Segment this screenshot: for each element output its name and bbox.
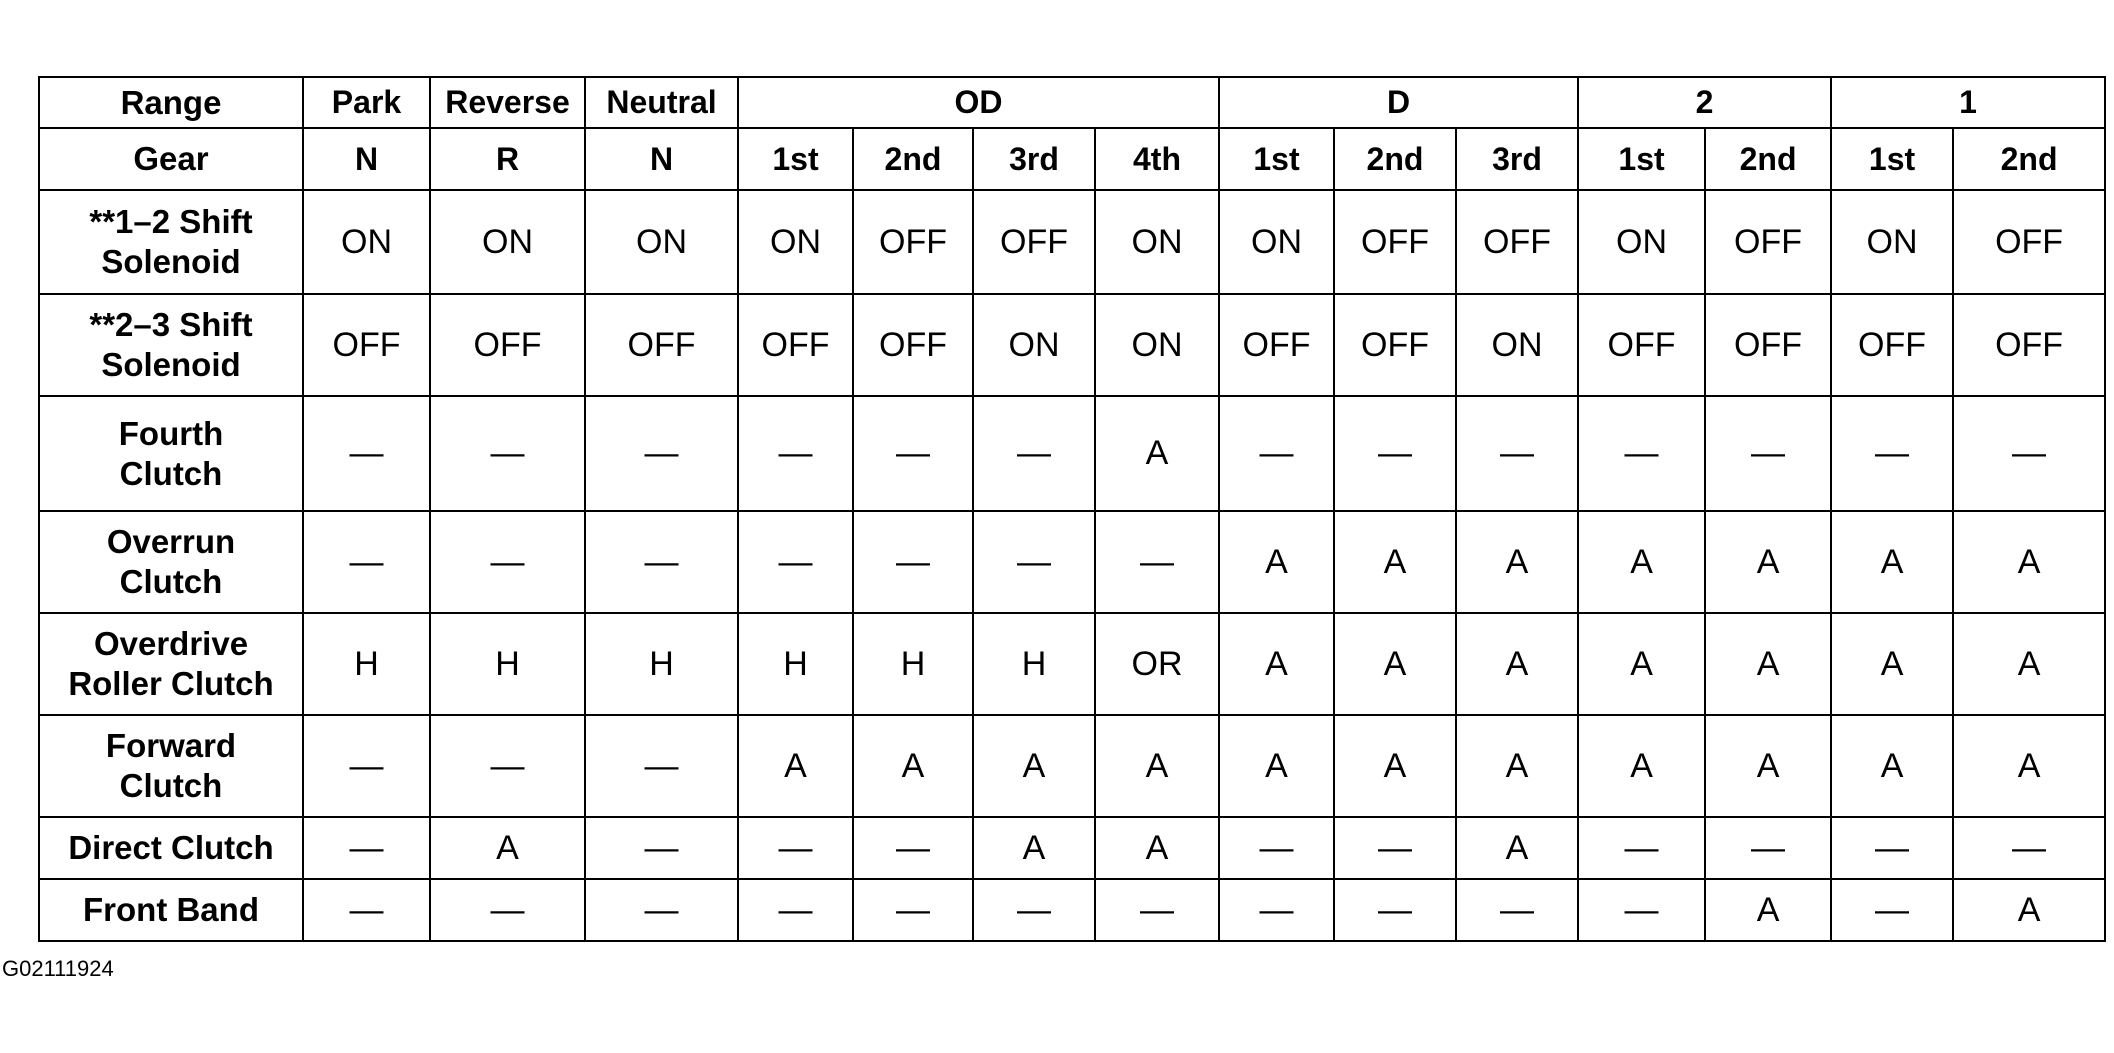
table-cell: ON [1219,190,1334,294]
table-cell: — [1831,396,1953,511]
gear-header-row [39,128,2105,190]
range-header-5: 2 [1578,77,1831,128]
table-cell: — [738,396,853,511]
table-cell: OFF [1705,294,1831,396]
table-cell: — [303,715,430,817]
row-label-line: Forward [105,727,237,765]
gear-header-13: 2nd [1953,128,2105,190]
table-cell: A [1334,613,1456,715]
table-cell: ON [585,190,738,294]
table-cell: A [1831,613,1953,715]
table-cell: A [1831,715,1953,817]
table-cell: ON [430,190,585,294]
table-cell: A [1456,817,1578,879]
table-cell: OFF [1578,294,1705,396]
table-cell: — [1219,817,1334,879]
gear-header-6: 4th [1095,128,1219,190]
table-cell: A [1578,511,1705,613]
table-cell: OFF [1334,190,1456,294]
table-cell: — [430,715,585,817]
table-cell: — [738,511,853,613]
table-row [39,817,2105,879]
row-label-line: Solenoid [101,346,241,383]
table-cell: — [973,396,1095,511]
table-cell: — [738,879,853,941]
row-label [39,294,303,396]
table-cell: — [853,396,973,511]
table-cell: — [738,817,853,879]
gear-header-4: 2nd [853,128,973,190]
row-label-line: Overrun [106,523,236,561]
table-cell: — [1095,879,1219,941]
table-cell: — [303,396,430,511]
table-cell: OFF [430,294,585,396]
table-cell: A [1456,511,1578,613]
table-cell: — [585,396,738,511]
table-cell: A [1095,715,1219,817]
table-cell: A [1578,715,1705,817]
table-cell: — [1831,879,1953,941]
table-row [39,396,2105,511]
table-cell: H [853,613,973,715]
table-cell: A [973,715,1095,817]
row-label-line: Front Band [83,891,259,929]
table-cell: OFF [585,294,738,396]
table-cell: — [973,511,1095,613]
table-cell: A [1705,715,1831,817]
table-cell: OFF [1334,294,1456,396]
table-cell: A [1578,613,1705,715]
table-cell: — [303,511,430,613]
table-cell: A [1705,613,1831,715]
row-label [39,396,303,511]
row-label-line: Overdrive [93,625,249,663]
table-cell: A [430,817,585,879]
row-label-line: Fourth [118,414,224,452]
row-label [39,511,303,613]
table-cell: A [973,817,1095,879]
table-row [39,715,2105,817]
table-cell: A [1705,511,1831,613]
table-cell: OFF [1219,294,1334,396]
table-cell: A [1953,511,2105,613]
table-cell: — [1578,396,1705,511]
table-cell: — [1095,511,1219,613]
row-label-line: Clutch [119,767,223,804]
gear-header-2: N [585,128,738,190]
table-cell: — [303,879,430,941]
row-label-line: Solenoid [101,243,241,280]
table-cell: — [1219,879,1334,941]
table-cell: — [1578,817,1705,879]
shift-solenoid-table [38,76,2106,942]
table-cell: ON [1456,294,1578,396]
gear-header-8: 2nd [1334,128,1456,190]
table-row [39,511,2105,613]
table-cell: ON [973,294,1095,396]
row-label-line: Roller Clutch [68,665,274,702]
gear-header-1: R [430,128,585,190]
range-header-1: Reverse [430,77,585,128]
table-cell: — [973,879,1095,941]
table-cell: A [853,715,973,817]
table-cell: A [1095,396,1219,511]
table-cell: — [1578,879,1705,941]
table-cell: A [1456,715,1578,817]
row-label-line: Clutch [119,454,223,492]
table-cell: H [303,613,430,715]
gear-header-12: 1st [1831,128,1953,190]
row-label-line: **1–2 Shift [89,203,253,241]
table-cell: A [738,715,853,817]
table-cell: — [1456,879,1578,941]
range-header-2: Neutral [585,77,738,128]
table-cell: H [973,613,1095,715]
gear-header-11: 2nd [1705,128,1831,190]
table-cell: — [1953,817,2105,879]
table-cell: — [1705,396,1831,511]
table-row [39,879,2105,941]
table-cell: — [1334,879,1456,941]
row-label [39,715,303,817]
table-row [39,613,2105,715]
table-cell: — [585,511,738,613]
gear-label: Gear [39,128,303,190]
table-cell: A [1219,715,1334,817]
table-cell: ON [1095,190,1219,294]
row-label-line: Direct Clutch [68,829,274,867]
table-cell: — [1334,817,1456,879]
table-cell: — [585,715,738,817]
table-cell: ON [303,190,430,294]
table-cell: H [738,613,853,715]
range-header-0: Park [303,77,430,128]
table-cell: OFF [973,190,1095,294]
range-header-4: D [1219,77,1578,128]
table-cell: — [430,511,585,613]
table-cell: — [1219,396,1334,511]
table-cell: A [1334,511,1456,613]
table-cell: A [1334,715,1456,817]
table-cell: ON [1831,190,1953,294]
row-label [39,879,303,941]
row-label-line: **2–3 Shift [89,306,253,344]
figure-id: G02111924 [2,956,114,981]
table-cell: OFF [853,294,973,396]
table-row [39,294,2105,396]
range-header-row [39,77,2105,128]
gear-header-3: 1st [738,128,853,190]
table-cell: — [1456,396,1578,511]
table-cell: A [1456,613,1578,715]
table-cell: A [1953,715,2105,817]
table-cell: H [585,613,738,715]
table-cell: A [1219,613,1334,715]
table-cell: — [585,817,738,879]
table-cell: OFF [853,190,973,294]
table-cell: ON [738,190,853,294]
gear-header-9: 3rd [1456,128,1578,190]
gear-header-0: N [303,128,430,190]
table-cell: A [1831,511,1953,613]
table-row [39,190,2105,294]
range-label: Range [39,77,303,128]
gear-header-7: 1st [1219,128,1334,190]
table-cell: — [853,817,973,879]
table-cell: OFF [1953,294,2105,396]
table-cell: A [1953,613,2105,715]
table-cell: H [430,613,585,715]
table-cell: — [1334,396,1456,511]
table-cell: OFF [738,294,853,396]
table-cell: — [1705,817,1831,879]
table-cell: OFF [1953,190,2105,294]
gear-header-5: 3rd [973,128,1095,190]
table-cell: OFF [1705,190,1831,294]
table-cell: A [1219,511,1334,613]
table-cell: OFF [1456,190,1578,294]
table-cell: A [1095,817,1219,879]
table-cell: — [853,511,973,613]
table-cell: A [1953,879,2105,941]
row-label [39,817,303,879]
table-cell: — [303,817,430,879]
table-cell: — [853,879,973,941]
table-cell: — [1953,396,2105,511]
row-label-line: Clutch [119,563,223,600]
table-cell: ON [1578,190,1705,294]
row-label [39,613,303,715]
table-cell: ON [1095,294,1219,396]
table-cell: — [430,396,585,511]
table-cell: — [1831,817,1953,879]
table-cell: OFF [1831,294,1953,396]
range-header-3: OD [738,77,1219,128]
table-cell: OR [1095,613,1219,715]
table-cell: — [585,879,738,941]
range-header-6: 1 [1831,77,2105,128]
table-cell: OFF [303,294,430,396]
table-cell: A [1705,879,1831,941]
gear-header-10: 1st [1578,128,1705,190]
table-cell: — [430,879,585,941]
row-label [39,190,303,294]
